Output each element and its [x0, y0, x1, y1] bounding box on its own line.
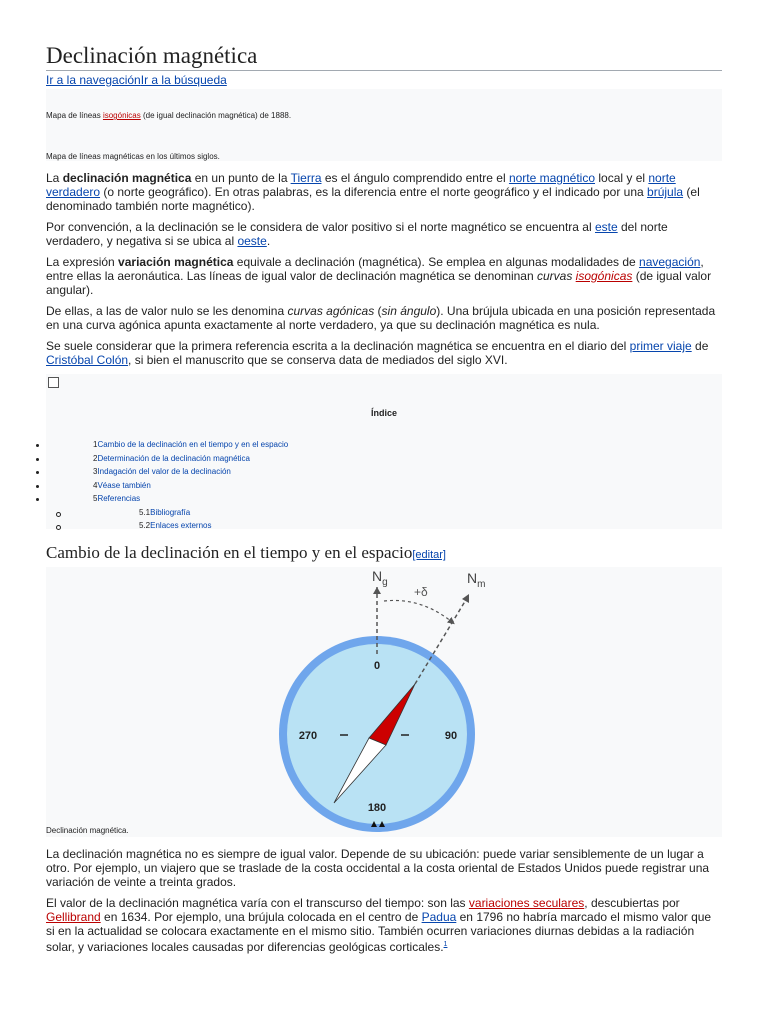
toc-title: Índice — [370, 408, 397, 418]
paragraph-agonic — [46, 304, 722, 332]
text: de — [691, 339, 709, 353]
text: local y el — [595, 171, 649, 185]
magnetic-north-arrow-icon — [462, 594, 469, 603]
compass-figure — [46, 567, 722, 837]
text: ). Una brújula ubicada en una posición representada en una curva agónica apunta exactamente al norte verdadero, ya que su declinación magnética es nula. — [46, 304, 716, 332]
toc-number: 5.1 — [139, 508, 151, 517]
norte-verdadero-link[interactable]: norte verdadero — [46, 171, 676, 199]
toc-label: Bibliografía — [150, 508, 191, 517]
compass-diagram — [46, 567, 722, 837]
text: en 1634. Por ejemplo, una brújula colocada en el centro de — [100, 910, 422, 924]
text: del norte verdadero, y negativa si se ubica al — [46, 220, 668, 248]
map-caption-1888 — [46, 111, 291, 120]
toc-number: 3 — [93, 467, 98, 476]
toc-bullet — [36, 485, 39, 488]
map-caption-centuries: Mapa de líneas magnéticas en los últimos siglos. — [46, 152, 220, 161]
jump-to-search-link[interactable]: Ir a la búsqueda — [140, 73, 227, 87]
paragraph-definition — [46, 171, 722, 213]
text: en 1796 no habría marcado el mismo valor que si en la actualidad se colocara exactamente en el mismo sitio. También ocurren variaciones diurnas debidas a la radiación solar, y variaciones locales causadas por diferencias geológicas corticales. — [46, 910, 712, 954]
italic-text: curvas agónicas — [287, 304, 375, 318]
toc-item[interactable] — [93, 481, 151, 491]
text: ( — [374, 304, 382, 318]
toc-sub-bullet — [56, 512, 61, 517]
bold-term: declinación magnética — [62, 171, 192, 185]
page-title: Declinación magnética — [46, 0, 722, 71]
section-heading-text: Cambio de la declinación en el tiempo y en el espacio — [46, 543, 413, 562]
toc-bullet — [36, 471, 39, 474]
toc-number: 4 — [93, 481, 98, 490]
toc-subitem[interactable] — [139, 521, 212, 531]
bold-term: variación magnética — [118, 255, 234, 269]
toc-number: 5 — [93, 494, 98, 503]
paragraph-secular-variation — [46, 896, 722, 954]
toc-label: Determinación de la declinación magnética — [97, 454, 250, 463]
text: (de igual valor angular). — [46, 269, 712, 297]
isogonicas-link[interactable]: isogónicas — [102, 111, 141, 120]
delta-label: +δ — [414, 585, 428, 599]
text: . — [266, 234, 271, 248]
text: , entre ellas la aeronáutica. Las líneas de igual valor de declinación magnética se denominan — [46, 255, 704, 283]
declination-arc — [384, 600, 452, 622]
text: equivale a declinación (magnética). Se emplea en algunas modalidades de — [233, 255, 640, 269]
edit-section-link[interactable]: [editar] — [412, 549, 446, 561]
isogonicas-link[interactable]: isogónicas — [575, 269, 633, 283]
gellibrand-link[interactable]: Gellibrand — [46, 910, 101, 924]
paragraph-convention — [46, 220, 722, 248]
text: La — [46, 171, 63, 185]
jump-links — [46, 73, 722, 87]
toc-toggle-checkbox[interactable] — [48, 377, 59, 388]
norte-magnetico-link[interactable]: norte magnético — [508, 171, 596, 185]
text: Se suele considerar que la primera referencia escrita a la declinación magnética se encuentra en el diario del — [46, 339, 630, 353]
text: en un punto de la — [191, 171, 291, 185]
text: La expresión — [46, 255, 119, 269]
paragraph-history — [46, 339, 722, 367]
text: (o norte geográfico). En otras palabras, es la diferencia entre el norte geográfico y el indicado por una — [100, 185, 648, 199]
toc-label: Referencias — [97, 494, 141, 503]
toc-item[interactable] — [93, 467, 231, 477]
nm-label: $N_m$ — [467, 570, 486, 590]
toc-bullet — [36, 444, 39, 447]
toc-item[interactable] — [93, 454, 250, 464]
toc-number: 1 — [93, 440, 98, 449]
dial-0: 0 — [373, 660, 381, 672]
text: , si bien el manuscrito que se conserva data de mediados del siglo XVI. — [128, 353, 508, 367]
toc-label: Véase también — [97, 481, 151, 490]
navegacion-link[interactable]: navegación — [639, 255, 701, 269]
toc-item[interactable] — [93, 494, 140, 504]
toc-number: 2 — [93, 454, 98, 463]
oeste-link[interactable]: oeste — [237, 234, 267, 248]
text: es el ángulo comprendido entre el — [321, 171, 509, 185]
caption-text: (de igual declinación magnética) de 1888. — [140, 111, 292, 120]
toc-item[interactable] — [93, 440, 288, 450]
text: (el denominado también norte magnético). — [46, 185, 700, 213]
toc-number: 5.2 — [139, 521, 151, 530]
toc-label: Indagación del valor de la declinación — [97, 467, 231, 476]
primer-viaje-link[interactable]: primer viaje — [629, 339, 692, 353]
italic-text: curvas — [536, 269, 576, 283]
text: , descubiertas por — [584, 896, 680, 910]
brujula-link[interactable]: brújula — [647, 185, 684, 199]
toc-label: Enlaces externos — [150, 521, 212, 530]
reference-1-link[interactable]: 1 — [443, 941, 448, 948]
dial-90: 90 — [444, 730, 458, 742]
toc-sub-bullet — [56, 525, 61, 530]
paragraph-location-variation: La declinación magnética no es siempre de igual valor. Depende de su ubicación: puede variar sensiblemente de un lugar a otro. Por ejemplo, un viajero que se traslade de la costa occidental a la costa oriental de Estados Unidos puede registrar una variación de veinte a treinta grados. — [46, 847, 710, 889]
ng-label: $N_g$ — [372, 568, 388, 588]
italic-text: sin ángulo — [381, 304, 437, 318]
tierra-link[interactable]: Tierra — [290, 171, 322, 185]
compass-caption: Declinación magnética. — [46, 826, 129, 835]
padua-link[interactable]: Padua — [421, 910, 457, 924]
jump-to-navigation-link[interactable]: Ir a la navegación — [46, 73, 141, 87]
toc-bullet — [36, 458, 39, 461]
text: El valor de la declinación magnética varía con el transcurso del tiempo: son las — [46, 896, 469, 910]
dial-180: 180 — [367, 802, 387, 814]
toc-label: Cambio de la declinación en el tiempo y en el espacio — [97, 440, 289, 449]
map-figures — [46, 89, 722, 161]
text: Por convención, a la declinación se le considera de valor positivo si el norte magnético se encuentra al — [46, 220, 595, 234]
caption-text: Mapa de líneas — [46, 111, 103, 120]
dial-270: 270 — [298, 730, 318, 742]
section-heading — [46, 529, 722, 565]
este-link[interactable]: este — [594, 220, 618, 234]
toc-bullet — [36, 498, 39, 501]
text: De ellas, a las de valor nulo se les denomina — [46, 304, 288, 318]
cristobal-colon-link[interactable]: Cristóbal Colón — [46, 353, 129, 367]
toc-subitem[interactable] — [139, 508, 190, 518]
geographic-north-arrow-icon — [373, 587, 381, 594]
table-of-contents — [46, 374, 722, 529]
paragraph-variation — [46, 255, 722, 297]
variaciones-seculares-link[interactable]: variaciones seculares — [468, 896, 585, 910]
